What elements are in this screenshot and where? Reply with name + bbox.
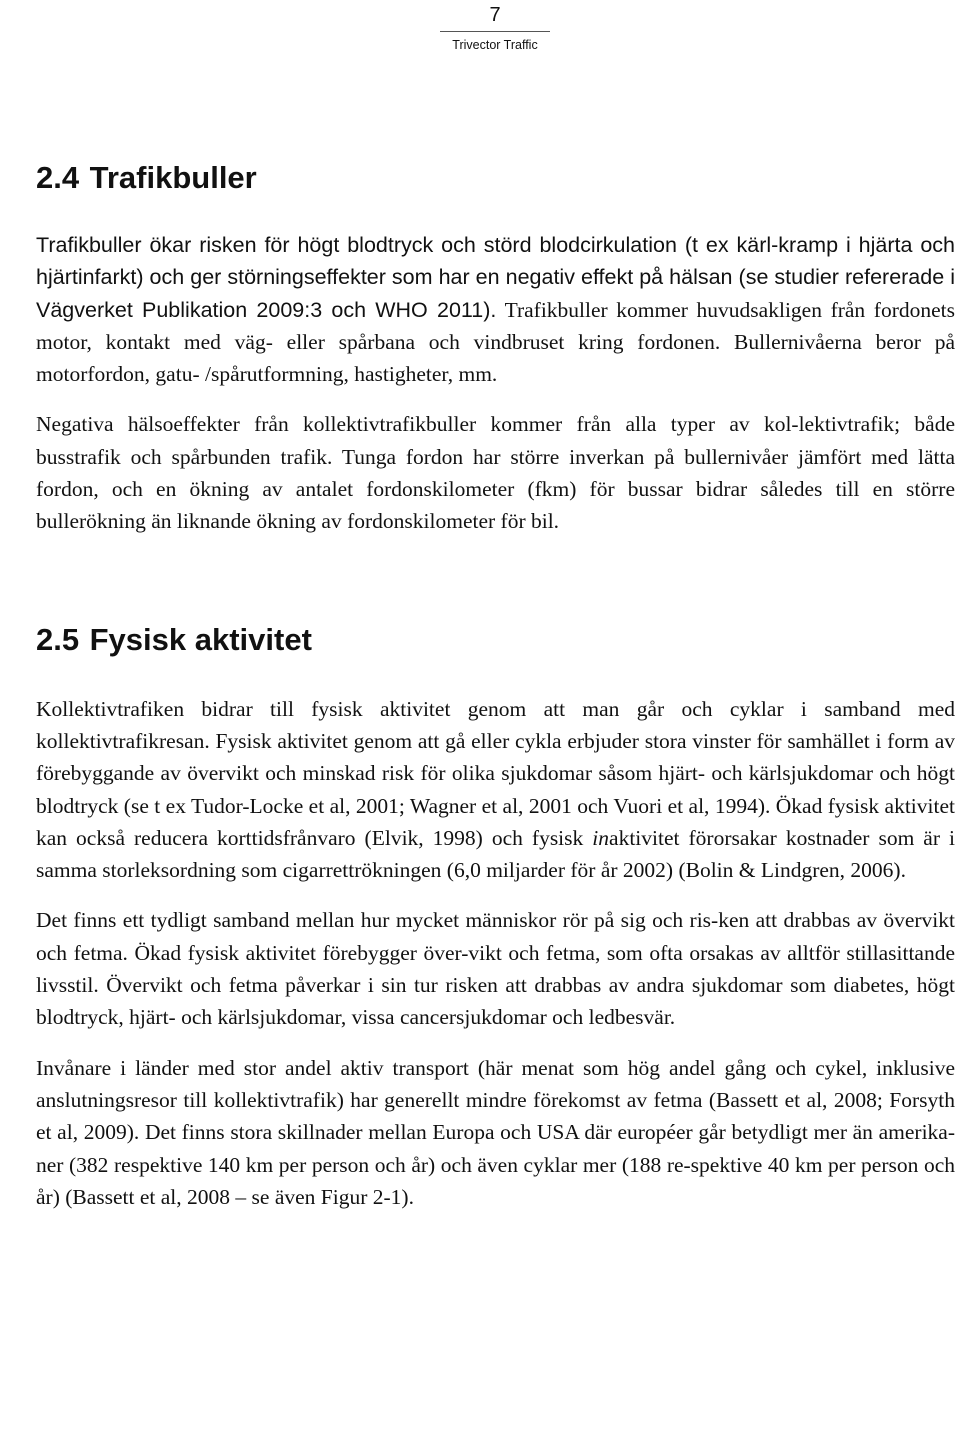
paragraph — [36, 229, 955, 390]
header-company: Trivector Traffic — [452, 38, 538, 52]
section-heading-2-5 — [36, 620, 955, 660]
page-header — [440, 0, 550, 53]
document-body — [36, 158, 955, 1213]
emphasis-text: in — [592, 825, 610, 850]
paragraph — [36, 693, 955, 887]
paragraph: Invånare i länder med stor andel aktiv transport (här menat som hög andel gång och cykel, inklusive anslutningsresor till kollektivtrafik) har generellt mindre förekomst av fetma (Bassett et al, 2008; Forsyth et al, 2009). Det finns stora skillnader mellan Europa och USA där européer går betydligt mer än amerika-ner (382 respektive 140 km per person och år) och även cyklar mer (188 re-spektive 40 km per person och år) (Bassett et al, 2008 – se även Figur 2-1). — [36, 1055, 955, 1209]
paragraph: Det finns ett tydligt samband mellan hur mycket människor rör på sig och ris-ken att drabbas av övervikt och fetma. Ökad fysisk aktivitet förebygger över-vikt och fetma, som ofta orsakas av alltför stillasittande livsstil. Övervikt och fetma påverkar i sin tur risken att drabbas av andra sjukdomar som diabetes, högt blodtryck, hjärt- och kärlsjukdomar, vissa cancersjukdomar och ledbesvär. — [36, 908, 955, 1030]
paragraph-sans-part: Trafikbuller ökar risken för högt blodtryck och störd blodcirkulation (t ex kärl-kramp i hjärta och hjärtinfarkt) och ger störningseffekter som har en negativ effekt på hälsan (se studier refererade i Vägverket Publikation 2009:3 och WHO 2011). — [36, 233, 955, 322]
header-rule — [440, 31, 550, 32]
paragraph: Negativa hälsoeffekter från kollektivtrafikbuller kommer från alla typer av kol-lektivtrafik; både busstrafik och spårbunden trafik. Tunga fordon har större inverkan på bullernivåer jämfört med lätta fordon, och en ökning av antalet fordonskilometer (fkm) för bussar bidrar således till en större bullerökning än liknande ökning av fordonskilometer för bil. — [36, 412, 955, 534]
paragraph-serif-part: Trafikbuller kommer huvudsakligen från fordonets motor, kontakt med väg- eller spårbana och vindbruset kring fordonen. Bullernivåerna beror på motorfordon, gatu- /spårutformning, hastigheter, mm. — [36, 297, 955, 387]
section-title: Trafikbuller — [89, 160, 257, 195]
section-heading-2-4 — [36, 158, 955, 198]
paragraph-part: Kollektivtrafiken bidrar till fysisk aktivitet genom att man går och cyklar i samband med kollektivtrafikresan. Fysisk aktivitet genom att gå eller cykla erbjuder stora vinster för samhället i form av förebyggande av övervikt och minskad risk för olika sjukdomar såsom hjärt- och kärlsjukdomar och högt blodtryck (se t ex Tudor-Locke et al, 2001; Wagner et al, 2001 och Vuori et al, 1994). Ökad fysisk aktivitet kan också reducera korttidsfrånvaro (Elvik, 1998) och fysisk — [36, 696, 955, 850]
section-number: 2.4 — [36, 160, 80, 195]
page-number: 7 — [489, 4, 501, 26]
section-number: 2.5 — [36, 621, 80, 657]
section-title: Fysisk aktivitet — [89, 621, 312, 657]
paragraph-part: aktivitet förorsakar kostnader som är i samma storleksordning som cigarrettrökningen (6,0 miljarder för år 2002) (Bolin & Lindgren, 2006). — [36, 825, 955, 883]
